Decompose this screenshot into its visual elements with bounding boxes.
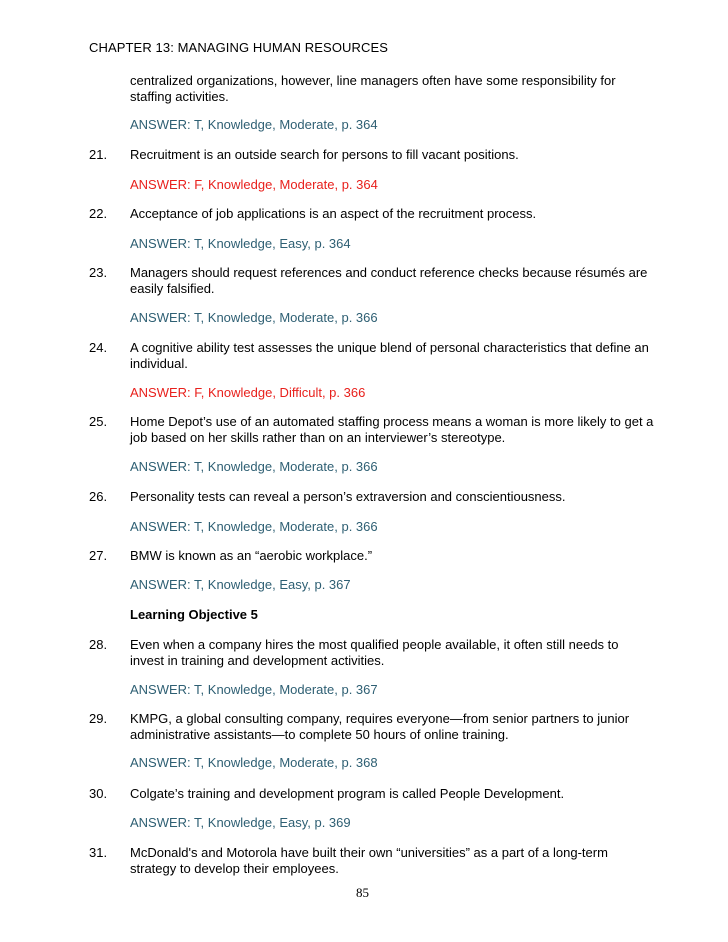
question-text: A cognitive ability test assesses the unique blend of personal characteristics that define an individual. bbox=[130, 340, 649, 371]
page-number: 85 bbox=[356, 885, 369, 900]
question-text: BMW is known as an “aerobic workplace.” bbox=[130, 548, 373, 563]
learning-objective-heading: Learning Objective 5 bbox=[130, 607, 258, 622]
question-number: 23. bbox=[89, 265, 108, 280]
chapter-header: CHAPTER 13: MANAGING HUMAN RESOURCES bbox=[89, 40, 389, 55]
question-text: Managers should request references and conduct reference checks because résumés are easily falsified. bbox=[130, 265, 648, 296]
answer-line: ANSWER: T, Knowledge, Moderate, p. 364 bbox=[130, 117, 378, 132]
question-text: Acceptance of job applications is an aspect of the recruitment process. bbox=[130, 206, 537, 221]
question-number: 31. bbox=[89, 845, 108, 860]
question-text: Colgate’s training and development program is called People Development. bbox=[130, 786, 565, 801]
question-number: 21. bbox=[89, 147, 108, 162]
answer-line: ANSWER: T, Knowledge, Moderate, p. 366 bbox=[130, 459, 378, 474]
question-number: 27. bbox=[89, 548, 108, 563]
question-text: Home Depot’s use of an automated staffing process means a woman is more likely to get a job based on her skills rather than on an interviewer’s stereotype. bbox=[130, 414, 654, 445]
question-number: 29. bbox=[89, 711, 108, 726]
answer-line: ANSWER: T, Knowledge, Moderate, p. 368 bbox=[130, 755, 378, 770]
question-text: Even when a company hires the most qualified people available, it often still needs to invest in training and development activities. bbox=[130, 637, 619, 668]
answer-line: ANSWER: T, Knowledge, Moderate, p. 366 bbox=[130, 310, 378, 325]
question-text: KMPG, a global consulting company, requires everyone—from senior partners to junior administrative assistants—to complete 50 hours of online training. bbox=[130, 711, 630, 742]
question-text: Recruitment is an outside search for persons to fill vacant positions. bbox=[130, 147, 519, 162]
answer-line: ANSWER: T, Knowledge, Easy, p. 364 bbox=[130, 236, 351, 251]
question-number: 30. bbox=[89, 786, 108, 801]
continued-question-text: centralized organizations, however, line managers often have some responsibility for staffing activities. bbox=[130, 73, 616, 104]
question-number: 24. bbox=[89, 340, 108, 355]
question-text: McDonald's and Motorola have built their own “universities” as a part of a long-term strategy to develop their employees. bbox=[130, 845, 608, 876]
question-number: 28. bbox=[89, 637, 108, 652]
answer-line: ANSWER: T, Knowledge, Easy, p. 369 bbox=[130, 815, 351, 830]
answer-line: ANSWER: T, Knowledge, Moderate, p. 367 bbox=[130, 682, 378, 697]
answer-line: ANSWER: F, Knowledge, Difficult, p. 366 bbox=[130, 385, 366, 400]
answer-line: ANSWER: F, Knowledge, Moderate, p. 364 bbox=[130, 177, 378, 192]
answer-line: ANSWER: T, Knowledge, Easy, p. 367 bbox=[130, 577, 351, 592]
question-number: 25. bbox=[89, 414, 108, 429]
question-text: Personality tests can reveal a person’s extraversion and conscientiousness. bbox=[130, 489, 566, 504]
question-number: 26. bbox=[89, 489, 108, 504]
question-number: 22. bbox=[89, 206, 108, 221]
answer-line: ANSWER: T, Knowledge, Moderate, p. 366 bbox=[130, 519, 378, 534]
